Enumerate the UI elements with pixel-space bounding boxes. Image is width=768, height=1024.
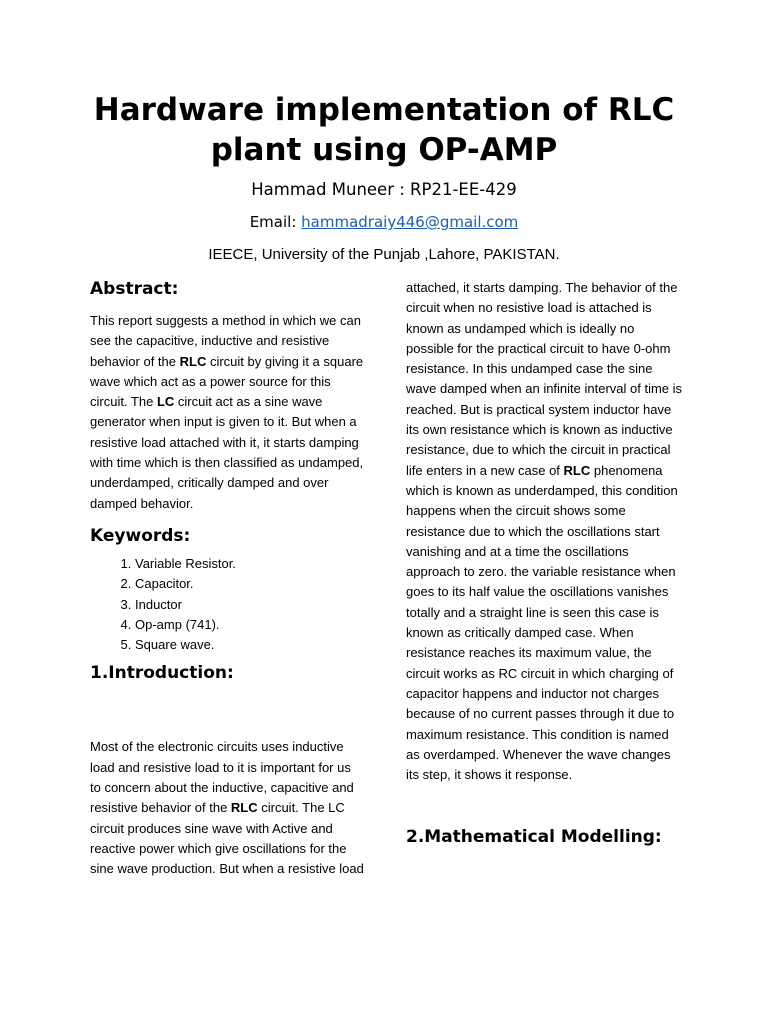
intro-text-1: Most of the electronic circuits uses inductive load and resistive load to it is important for us to concern about the inductive, capacitive and resistive behavior of the [90,739,354,816]
abstract-rlc-term: RLC [179,353,207,369]
right-column [406,278,684,849]
left-column [90,276,365,880]
affiliation: IEECE, University of the Punjab ,Lahore, PAKISTAN. [208,246,560,263]
intro-text-2: circuit. The LC circuit produces sine wave with Active and reactive power which give oscillations for the sine wave production. But when a resistive load [90,800,364,877]
abstract-lc-term: LC [156,394,175,410]
keyword-item: 3. Inductor [135,595,365,615]
paper-title: Hardware implementation of RLC plant using OP-AMP [93,92,675,168]
abstract-text-2: circuit by giving it a square wave which act as a power source for this circuit. The [90,353,364,410]
email-link[interactable]: hammadraiy446@gmail.com [301,213,519,231]
abstract-paragraph [90,311,365,514]
keyword-item: 5. Square wave. [135,635,365,655]
intro-continued-text-1: attached, it starts damping. The behavior of the circuit when no resistive load is attached is known as undamped which is ideally no possible for the practical circuit to have 0-ohm resistance. In this undamped case the sine wave damped when an infinite interval of time is reached. But is practical system inductor have its own resistance which is known as inductive resistance, due to which the circuit in practical life enters in a new case of [406,280,683,478]
email-label: Email: [249,213,302,231]
abstract-heading: Abstract: [90,279,179,299]
author-line: Hammad Muneer : RP21-EE-429 [251,180,517,199]
keyword-item: 2. Capacitor. [135,574,365,594]
keywords-list [90,554,365,655]
email-line [0,213,768,231]
introduction-paragraph [90,737,365,879]
abstract-text-3: circuit act as a sine wave generator when input is given to it. But when a resistive load attached with it, it starts damping with time which is then classified as undamped, underdamped, critically damped and over damped behavior. [90,394,364,511]
introduction-heading: 1.Introduction: [90,663,234,684]
keyword-item: 1. Variable Resistor. [135,554,365,574]
intro-rlc-term: RLC [230,800,258,816]
intro-continued-text-2: phenomena which is known as underdamped, this condition happens when the circuit shows some resistance due to which the oscillations start vanishing and at a time the oscillations approach to zero. the variable resistance when goes to its half value the oscillations vanishes totally and a straight line is seen this case is known as critically damped case. When resistance reaches its maximum value, the circuit works as RC circuit in which charging of capacitor happens and inductor not charges because of no current passes through it due to maximum resistance. This condition is named as overdamped. Whenever the wave changes its step, it shows it response. [406,462,678,783]
keywords-heading: Keywords: [90,525,191,546]
introduction-continued-paragraph [406,278,684,785]
keyword-item: 4. Op-amp (741). [135,615,365,635]
abstract-text-1: This report suggests a method in which we can see the capacitive, inductive and resistive behavior of the [90,313,361,369]
modelling-heading: 2.Mathematical Modelling: [406,827,662,848]
intro-continued-rlc-term: RLC [563,462,591,478]
